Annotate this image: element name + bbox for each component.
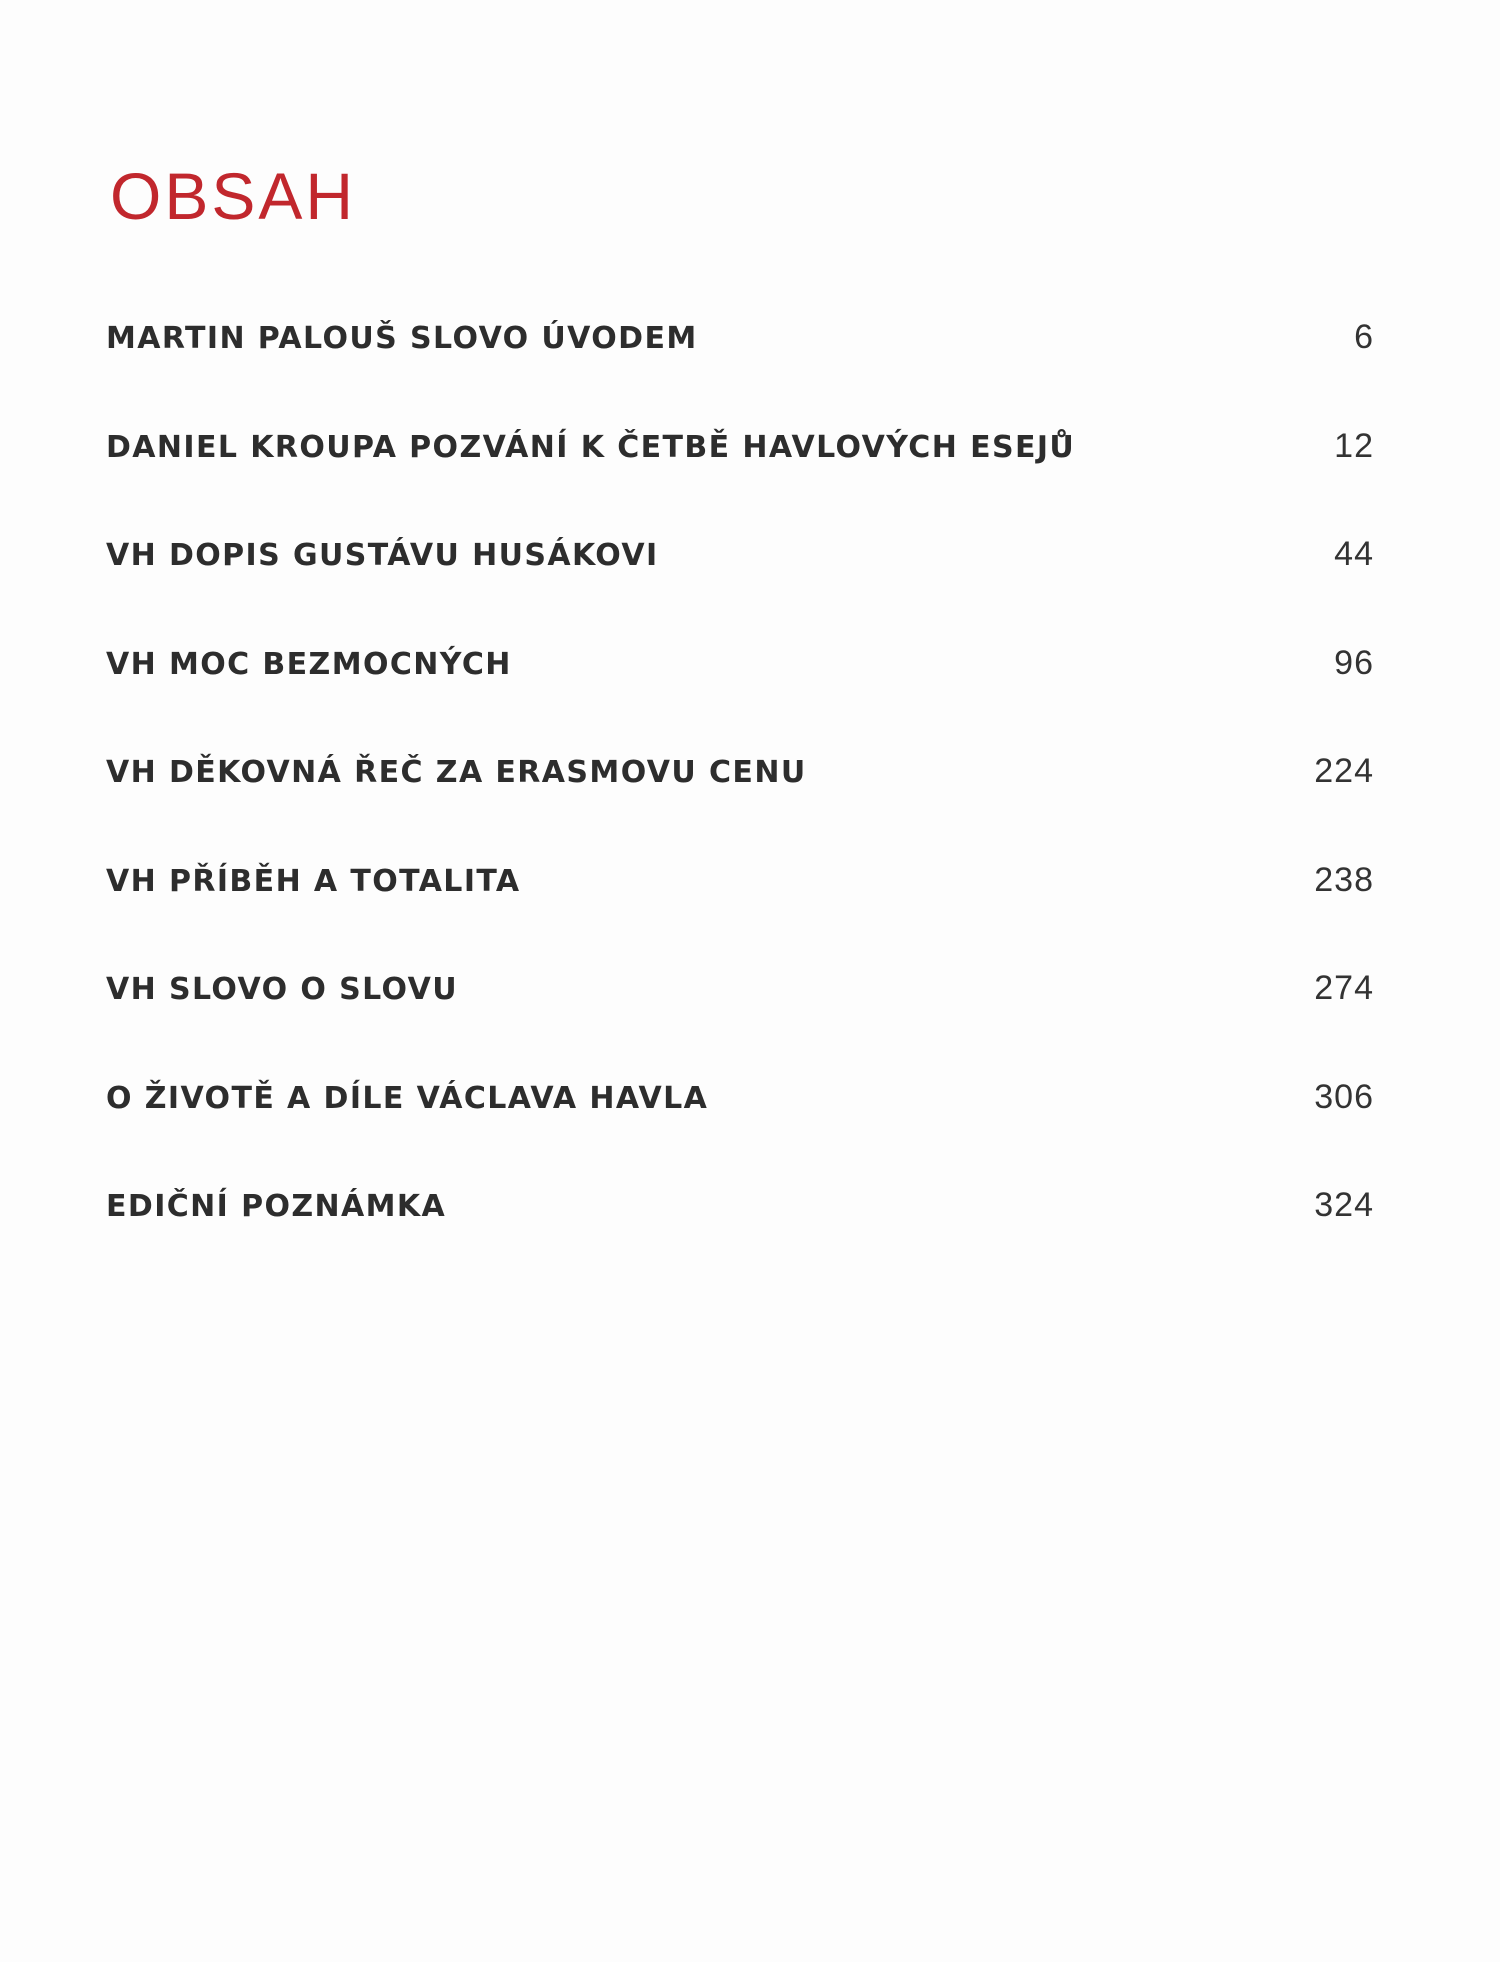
toc-entry-title: MARTIN PALOUŠ SLOVO ÚVODEM (106, 321, 698, 356)
toc-entry-title: O ŽIVOTĚ A DÍLE VÁCLAVA HAVLA (106, 1080, 709, 1116)
toc-entry-title: EDIČNÍ POZNÁMKA (106, 1189, 447, 1224)
toc-entry-page-number: 44 (1334, 535, 1374, 573)
toc-entry-page-number: 306 (1314, 1077, 1374, 1116)
toc-entry (106, 644, 1376, 753)
toc-entry-page-number: 238 (1314, 860, 1374, 899)
toc-entry-page-number: 274 (1314, 969, 1374, 1007)
toc-entry (106, 752, 1376, 861)
toc-entry-title: VH PŘÍBĚH A TOTALITA (106, 863, 521, 899)
table-of-contents (106, 318, 1376, 1295)
toc-entry-title: VH SLOVO O SLOVU (106, 972, 459, 1007)
toc-entry (106, 1078, 1376, 1187)
toc-entry-page-number: 224 (1314, 752, 1374, 790)
toc-entry-title: VH DOPIS GUSTÁVU HUSÁKOVI (106, 538, 659, 573)
toc-entry (106, 535, 1376, 644)
toc-entry-page-number: 6 (1354, 318, 1374, 356)
toc-entry-page-number: 96 (1334, 643, 1374, 682)
toc-entry (106, 318, 1376, 427)
toc-entry-page-number: 324 (1314, 1186, 1374, 1224)
toc-entry-title: DANIEL KROUPA POZVÁNÍ K ČETBĚ HAVLOVÝCH ESEJŮ (106, 429, 1076, 465)
page-title: OBSAH (110, 159, 357, 233)
toc-entry-title: VH MOC BEZMOCNÝCH (106, 646, 512, 682)
toc-entry (106, 861, 1376, 970)
toc-entry-title: VH DĚKOVNÁ ŘEČ ZA ERASMOVU CENU (106, 755, 807, 790)
toc-entry (106, 427, 1376, 536)
toc-entry (106, 1186, 1376, 1295)
toc-entry (106, 969, 1376, 1078)
toc-entry-page-number: 12 (1334, 426, 1374, 465)
